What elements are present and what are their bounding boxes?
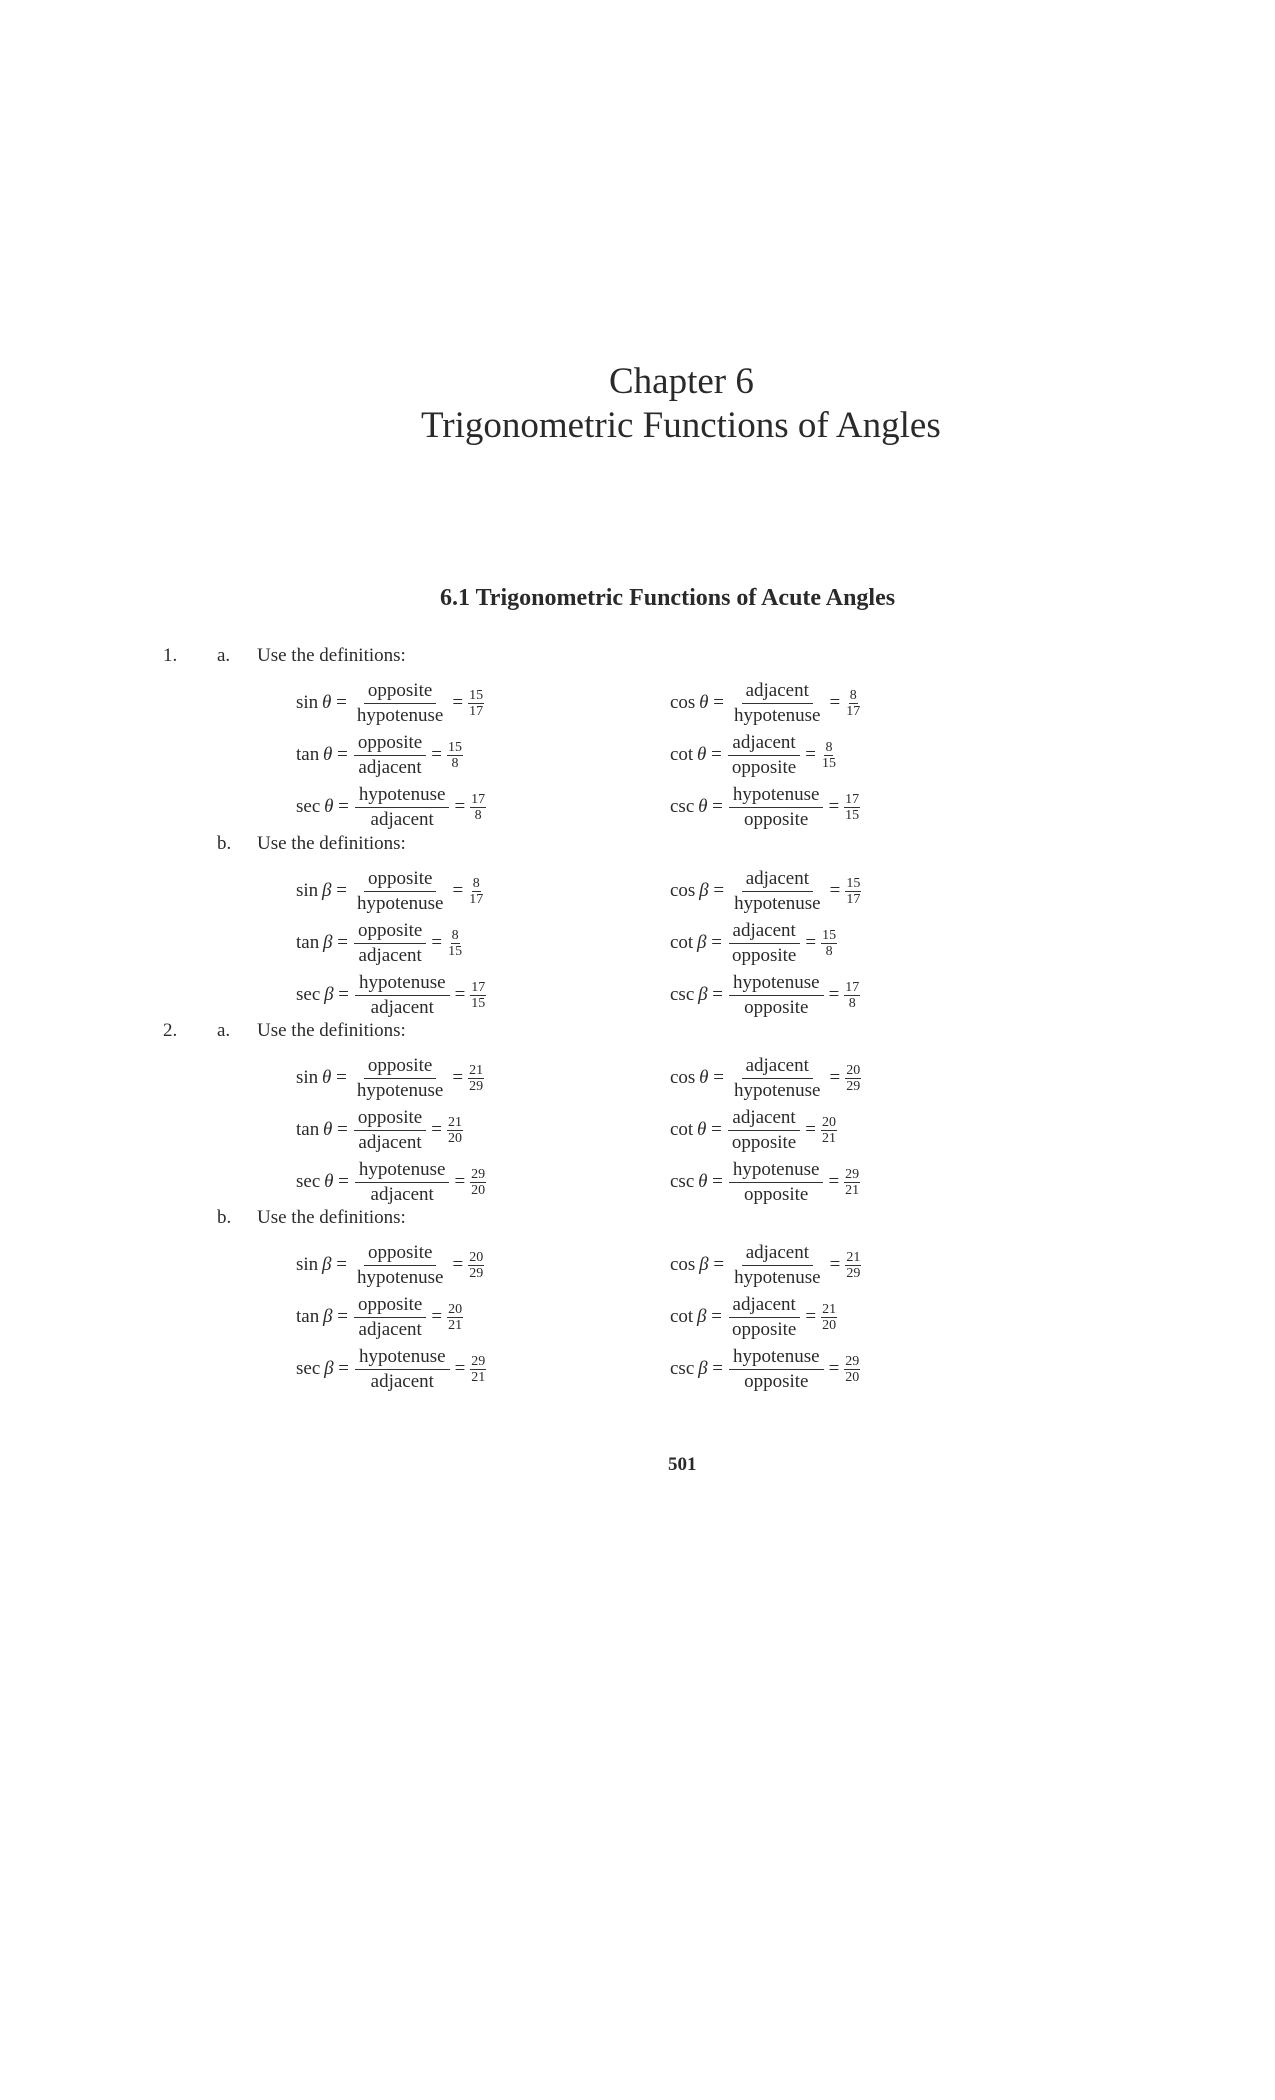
ratio-fraction [730,680,825,727]
value-numerator: 21 [846,1249,861,1265]
equals-sign: = [828,796,840,817]
value-fraction [447,928,463,959]
ratio-numerator: opposite [354,920,426,944]
value-numerator: 21 [822,1301,837,1317]
equals-sign: = [828,1358,840,1379]
value-denominator: 29 [846,1078,861,1094]
equation [670,1236,861,1294]
function-name: cot [670,932,694,953]
ratio-denominator: adjacent [358,944,422,966]
value-numerator: 15 [447,739,462,755]
function-name: csc [670,1358,695,1379]
equals-sign: = [805,932,817,953]
equation-lhs: cos θ = [670,692,724,713]
value-numerator: 20 [448,1301,463,1317]
equals-sign: = [452,692,464,713]
ratio-numerator: adjacent [742,1242,813,1266]
equals-sign: = [805,1306,817,1327]
ratio-denominator: opposite [731,756,797,778]
angle-variable: β [699,1254,709,1275]
equation [296,1288,463,1346]
equation-lhs: sin θ = [296,1067,347,1088]
value-fraction [845,876,861,907]
equals-sign: = [454,1171,466,1192]
equation [296,862,484,920]
equation [670,914,837,972]
equation [296,1153,486,1211]
value-denominator: 21 [471,1369,486,1385]
equation-lhs: sin β = [296,880,347,901]
function-name: cos [670,880,696,901]
value-numerator: 29 [845,1166,860,1182]
equals-sign: = [452,1254,464,1275]
ratio-denominator: opposite [731,944,797,966]
angle-variable: β [324,984,334,1005]
function-name: tan [296,1119,320,1140]
ratio-fraction [355,784,450,831]
ratio-numerator: adjacent [742,1055,813,1079]
value-denominator: 8 [825,943,833,959]
function-name: cos [670,692,696,713]
ratio-denominator: opposite [731,1131,797,1153]
chapter-name: Trigonometric Functions of Angles [421,405,941,446]
function-name: tan [296,1306,320,1327]
value-numerator: 29 [471,1166,486,1182]
equals-sign: = [829,1067,841,1088]
ratio-denominator: adjacent [358,1318,422,1340]
function-name: sec [296,984,321,1005]
equation [296,1049,484,1107]
value-fraction [470,1167,486,1198]
equation [296,914,463,972]
equals-sign: = [452,1067,464,1088]
ratio-fraction [729,972,824,1019]
ratio-fraction [730,1055,825,1102]
part-intro: Use the definitions: [257,1207,406,1228]
ratio-fraction [353,680,448,727]
value-numerator: 15 [822,927,837,943]
ratio-fraction [355,1346,450,1393]
ratio-denominator: hypotenuse [356,704,444,726]
equation-lhs: tan θ = [296,1119,348,1140]
value-denominator: 29 [469,1265,484,1281]
value-numerator: 20 [821,1114,836,1130]
ratio-denominator: adjacent [358,1131,422,1153]
value-denominator: 15 [448,943,463,959]
ratio-numerator: adjacent [729,920,800,944]
function-name: sin [296,1254,319,1275]
equation [670,966,860,1024]
angle-variable: θ [699,692,709,713]
value-denominator: 8 [848,995,856,1011]
ratio-numerator: adjacent [742,868,813,892]
ratio-fraction [729,784,824,831]
function-name: tan [296,744,320,765]
value-fraction [468,1250,484,1281]
angle-variable: θ [699,1067,709,1088]
equation-lhs: sin θ = [296,692,347,713]
function-name: cot [670,744,694,765]
function-name: csc [670,1171,695,1192]
value-numerator: 15 [846,875,861,891]
equals-sign: = [828,984,840,1005]
value-denominator: 20 [845,1369,860,1385]
equation [296,1340,486,1398]
value-numerator: 8 [451,927,459,943]
ratio-numerator: adjacent [742,680,813,704]
ratio-fraction [353,1242,448,1289]
ratio-denominator: hypotenuse [734,1266,821,1288]
value-denominator: 21 [821,1130,836,1146]
ratio-numerator: hypotenuse [729,972,824,996]
angle-variable: θ [324,796,334,817]
ratio-fraction [353,868,448,915]
ratio-denominator: adjacent [358,756,422,778]
ratio-denominator: opposite [743,808,809,830]
equals-sign: = [454,796,466,817]
equation [296,674,484,732]
chapter-number: Chapter 6 [609,361,754,402]
value-fraction [470,980,486,1011]
value-denominator: 15 [471,995,486,1011]
function-name: sec [296,1171,321,1192]
equation-lhs: csc θ = [670,1171,723,1192]
ratio-denominator: hypotenuse [733,704,821,726]
value-fraction [844,1354,860,1385]
ratio-denominator: hypotenuse [733,1079,821,1101]
equals-sign: = [431,1119,442,1140]
problem-number: 2. [163,1020,178,1041]
ratio-denominator: opposite [744,996,809,1018]
equals-sign: = [454,984,466,1005]
value-denominator: 29 [469,1078,484,1094]
ratio-fraction [728,920,800,967]
value-fraction [447,740,463,771]
angle-variable: β [323,1306,333,1327]
value-fraction [447,1115,463,1146]
ratio-numerator: opposite [354,732,426,756]
part-letter: a. [217,1020,231,1041]
equals-sign: = [431,932,443,953]
part-intro: Use the definitions: [257,645,406,666]
ratio-fraction [354,1107,426,1154]
equals-sign: = [828,1171,840,1192]
angle-variable: β [324,1358,334,1379]
ratio-numerator: opposite [364,1055,436,1079]
ratio-denominator: hypotenuse [356,1079,444,1101]
angle-variable: θ [697,744,707,765]
ratio-denominator: hypotenuse [356,892,444,914]
ratio-denominator: hypotenuse [356,1266,444,1288]
ratio-fraction [353,1055,448,1102]
value-fraction [844,1167,860,1198]
equation-lhs: sec β = [296,984,350,1005]
angle-variable: θ [698,796,708,817]
ratio-denominator: opposite [743,1183,809,1205]
equation [670,674,861,732]
problem-number: 1. [163,645,178,666]
ratio-numerator: hypotenuse [355,784,450,808]
angle-variable: β [699,880,709,901]
value-denominator: 15 [821,755,836,771]
part-intro: Use the definitions: [257,833,406,854]
value-denominator: 17 [469,891,484,907]
angle-variable: θ [323,744,333,765]
part-letter: a. [217,645,231,666]
value-fraction [468,688,484,719]
function-name: sec [296,796,321,817]
value-fraction [821,1115,837,1146]
equals-sign: = [452,880,464,901]
equation-lhs: cot θ = [670,1119,722,1140]
function-name: sin [296,880,319,901]
value-denominator: 29 [846,1265,861,1281]
ratio-numerator: adjacent [728,1107,799,1131]
part-letter: b. [217,1207,232,1228]
ratio-fraction [729,1159,824,1206]
ratio-numerator: hypotenuse [355,972,450,996]
angle-variable: θ [697,1119,707,1140]
equation [670,1101,837,1159]
equation-lhs: tan β = [296,1306,348,1327]
equals-sign: = [431,744,442,765]
value-denominator: 20 [471,1182,486,1198]
equals-sign: = [431,1306,443,1327]
ratio-numerator: adjacent [728,732,799,756]
function-name: sin [296,1067,319,1088]
ratio-numerator: opposite [364,868,436,892]
angle-variable: β [698,1358,708,1379]
value-numerator: 8 [472,875,480,891]
equation [670,1288,837,1346]
angle-variable: θ [322,692,332,713]
section-title: 6.1 Trigonometric Functions of Acute Angles [440,585,896,611]
value-fraction [844,980,860,1011]
value-denominator: 21 [845,1182,860,1198]
equation-lhs: cot θ = [670,744,722,765]
value-denominator: 8 [451,755,459,771]
equation-lhs: cos β = [670,880,725,901]
equation-lhs: tan β = [296,932,348,953]
angle-variable: β [698,984,708,1005]
ratio-fraction [730,868,825,915]
ratio-numerator: opposite [354,1107,426,1131]
value-fraction [844,792,860,823]
ratio-numerator: hypotenuse [355,1159,450,1183]
ratio-denominator: hypotenuse [734,892,821,914]
angle-variable: β [697,932,707,953]
equation-lhs: sin β = [296,1254,347,1275]
value-denominator: 20 [447,1130,462,1146]
ratio-fraction [355,1159,450,1206]
equation [296,966,486,1024]
ratio-denominator: opposite [731,1318,797,1340]
angle-variable: β [322,880,332,901]
part-intro: Use the definitions: [257,1020,406,1041]
value-fraction [821,740,837,771]
value-fraction [468,876,484,907]
function-name: csc [670,796,695,817]
value-fraction [845,1063,861,1094]
angle-variable: θ [698,1171,708,1192]
ratio-numerator: opposite [364,1242,436,1266]
value-denominator: 20 [822,1317,837,1333]
value-denominator: 17 [846,891,861,907]
value-fraction [468,1063,484,1094]
equation-lhs: csc θ = [670,796,723,817]
value-numerator: 29 [845,1353,860,1369]
ratio-denominator: adjacent [370,1370,434,1392]
value-numerator: 8 [849,687,857,703]
value-fraction [845,1250,861,1281]
value-denominator: 15 [845,807,860,823]
equation-lhs: csc β = [670,1358,724,1379]
ratio-fraction [354,920,426,967]
ratio-denominator: adjacent [370,808,434,830]
ratio-fraction [730,1242,825,1289]
equation-lhs: csc β = [670,984,724,1005]
equation [670,778,860,836]
equation [296,1236,484,1294]
value-numerator: 21 [447,1114,462,1130]
equation-lhs: tan θ = [296,744,348,765]
equals-sign: = [805,744,816,765]
equation-lhs: sec θ = [296,1171,349,1192]
value-numerator: 20 [846,1062,861,1078]
angle-variable: β [322,1254,332,1275]
value-denominator: 17 [469,703,484,719]
equation [296,1101,463,1159]
value-numerator: 8 [825,739,833,755]
equals-sign: = [805,1119,816,1140]
ratio-fraction [728,732,800,779]
angle-variable: θ [323,1119,333,1140]
value-denominator: 8 [474,807,482,823]
equation [296,726,463,784]
equation [670,1153,860,1211]
equation-lhs: cot β = [670,932,722,953]
function-name: cos [670,1254,696,1275]
ratio-numerator: hypotenuse [729,1346,824,1370]
function-name: cos [670,1067,696,1088]
function-name: csc [670,984,695,1005]
value-numerator: 17 [845,791,860,807]
equals-sign: = [829,692,841,713]
part-letter: b. [217,833,232,854]
ratio-numerator: opposite [354,1294,426,1318]
equation-lhs: cos θ = [670,1067,724,1088]
value-numerator: 17 [845,979,860,995]
equation [670,726,837,784]
function-name: cot [670,1306,694,1327]
value-fraction [821,1302,837,1333]
equation [670,1049,861,1107]
angle-variable: θ [324,1171,334,1192]
ratio-numerator: opposite [364,680,436,704]
value-numerator: 21 [469,1062,484,1078]
ratio-numerator: hypotenuse [729,784,824,808]
equation [670,862,861,920]
value-numerator: 17 [471,791,486,807]
ratio-denominator: opposite [744,1370,809,1392]
equation-lhs: sec θ = [296,796,349,817]
angle-variable: θ [322,1067,332,1088]
equation-lhs: cot β = [670,1306,722,1327]
angle-variable: β [323,932,333,953]
equation [670,1340,860,1398]
function-name: tan [296,932,320,953]
ratio-fraction [728,1294,800,1341]
value-fraction [470,792,486,823]
value-denominator: 17 [846,703,861,719]
value-fraction [821,928,837,959]
value-numerator: 17 [471,979,486,995]
equation [296,778,486,836]
ratio-fraction [354,732,426,779]
value-fraction [470,1354,486,1385]
angle-variable: β [697,1306,707,1327]
ratio-numerator: hypotenuse [729,1159,824,1183]
value-denominator: 21 [448,1317,463,1333]
ratio-fraction [729,1346,824,1393]
equals-sign: = [454,1358,466,1379]
ratio-fraction [354,1294,426,1341]
equation-lhs: cos β = [670,1254,725,1275]
ratio-numerator: hypotenuse [355,1346,450,1370]
page-number: 501 [668,1454,697,1475]
value-fraction [845,688,861,719]
function-name: cot [670,1119,694,1140]
function-name: sin [296,692,319,713]
equals-sign: = [829,1254,841,1275]
ratio-fraction [355,972,450,1019]
function-name: sec [296,1358,321,1379]
value-fraction [447,1302,463,1333]
equals-sign: = [829,880,841,901]
equation-lhs: sec β = [296,1358,350,1379]
value-numerator: 15 [469,687,484,703]
value-numerator: 29 [471,1353,486,1369]
ratio-numerator: adjacent [729,1294,800,1318]
ratio-denominator: adjacent [370,996,434,1018]
ratio-fraction [728,1107,800,1154]
value-numerator: 20 [469,1249,484,1265]
ratio-denominator: adjacent [370,1183,434,1205]
